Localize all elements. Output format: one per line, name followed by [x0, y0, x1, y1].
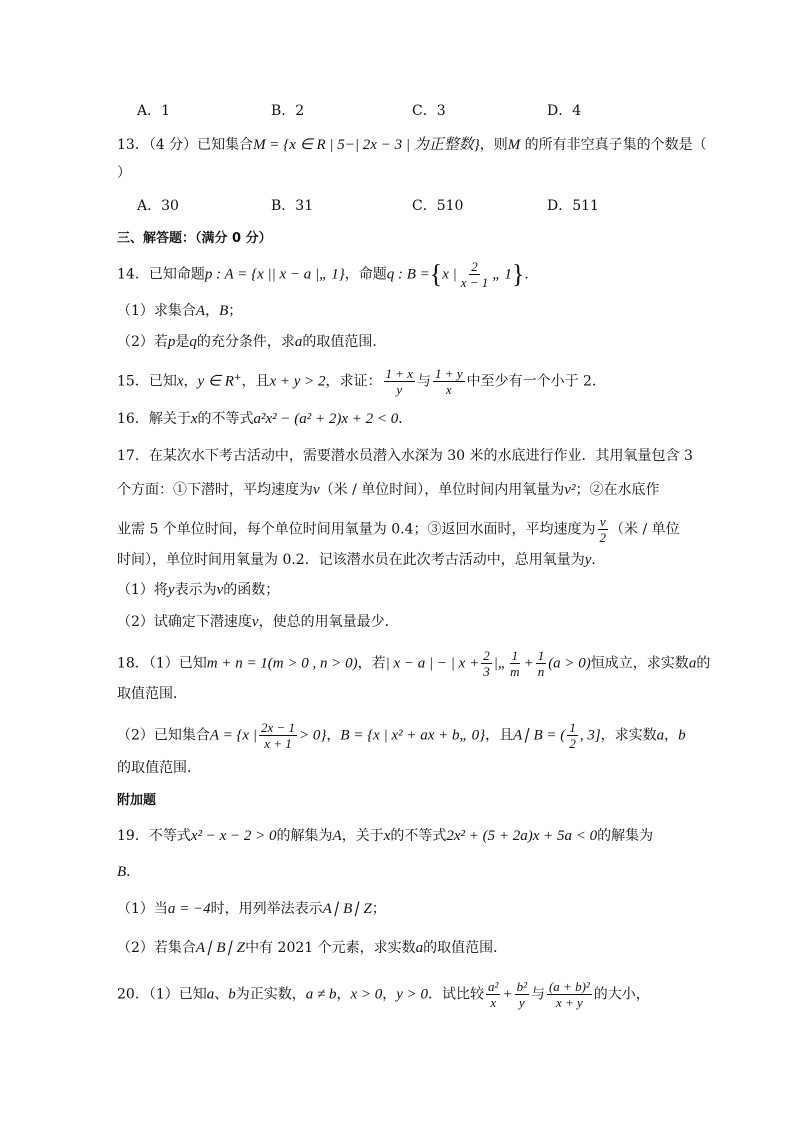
- q13-option-c: C．510: [412, 198, 464, 214]
- q18-part2: （2）已知集合A = {x | $\frac{2x - 1}{x + 1}$ > 0}，B = {x | x² + ax + b„ 0}，且A∣ B = ( $\frac{1}{2}$ , 3]，求实数a，b: [117, 720, 686, 751]
- fraction: $\frac{2}{x - 1}$: [460, 259, 489, 290]
- q17-line2: 个方面：①下潜时，平均速度为v（米 / 单位时间），单位时间内用氧量为v²；②在水底作: [117, 482, 660, 498]
- fraction: $\frac{1}{m}$: [510, 648, 520, 679]
- q13-option-b: B．31: [271, 198, 314, 214]
- fraction: $\frac{2x - 1}{x + 1}$: [260, 720, 296, 751]
- right-brace: }: [511, 259, 525, 289]
- q12-option-a: A．1: [137, 103, 171, 119]
- q19-part2: （2）若集合A∣ B∣ Z中有 2021 个元素，求实数a的取值范围．: [117, 940, 508, 956]
- q18-part2-wrap: 的取值范围．: [117, 760, 201, 776]
- q20-stem: 20．（1）已知a、b为正实数，a ≠ b，x > 0，y > 0．试比较 $\frac{\text{a²}}{x}$ + $\frac{\text{b²}}{y}$ 与 $\frac{\text{(a + b)²}}{x + y}$ 的大小，: [117, 979, 650, 1010]
- q16-stem: 16．解关于x的不等式a²x² − (a² + 2)x + 2 < 0．: [117, 411, 413, 427]
- fraction: $\frac{2}{3}$: [483, 648, 490, 679]
- q19-stem-wrap: B．: [117, 864, 141, 880]
- fraction: $\frac{1}{2}$: [569, 720, 576, 751]
- left-brace: {: [429, 259, 443, 289]
- extra-heading: 附加题: [117, 793, 157, 808]
- q17-line1: 17．在某次水下考古活动中，需要潜水员潜入水深为 30 米的水底进行作业．其用氧量包含 3: [117, 448, 693, 464]
- q17-part1: （1）将y表示为v的函数；: [117, 582, 280, 598]
- fraction: $\frac{1 + x}{y}$: [385, 366, 414, 397]
- q14-part1: （1）求集合A，B；: [117, 303, 243, 319]
- q17-line4: 时间），单位时间用氧量为 0.2．记该潜水员在此次考古活动中，总用氧量为y．: [117, 552, 606, 568]
- q18-part1: 18．（1）已知m + n = 1(m > 0 , n > 0)，若| x − a | − | x + $\frac{2}{3}$ |„ $\frac{1}{m}$ + $\frac{1}{n}$ (a > 0)恒成立，求实数a的: [117, 648, 711, 679]
- fraction: $\frac{\text{a²}}{x}$: [488, 979, 499, 1010]
- q13-option-a: A．30: [137, 198, 179, 214]
- q17-line3: 业需 5 个单位时间，每个单位时间用氧量为 0.4；③返回水面时，平均速度为 $\frac{v}{2}$ （米 / 单位: [117, 514, 680, 545]
- q13-stem-wrap: ）: [117, 165, 131, 181]
- fraction: $\frac{\text{b²}}{y}$: [516, 979, 527, 1010]
- fraction: $\frac{1}{n}$: [537, 648, 545, 679]
- q12-option-b: B．2: [271, 103, 305, 119]
- q13-stem: 13．（4 分）已知集合M = {x ∈ R | 5−| 2x − 3 | 为正整数}，则M 的所有非空真子集的个数是（: [117, 137, 707, 153]
- q14-part2: （2）若p是q的充分条件，求a的取值范围．: [117, 334, 387, 350]
- fraction: $\frac{v}{2}$: [599, 514, 607, 545]
- q12-option-c: C．3: [412, 103, 446, 119]
- q14-stem: 14．已知命题p : A = {x || x − a |„ 1}，命题q : B ={x | $\frac{2}{x - 1}$ „ 1}．: [117, 259, 539, 290]
- section-heading: 三、解答题：（满分 0 分）: [117, 231, 272, 246]
- q12-option-d: D．4: [547, 103, 582, 119]
- q19-part1: （1）当a = −4时，用列举法表示A∣ B∣ Z；: [117, 901, 386, 917]
- q18-part1-wrap: 取值范围．: [117, 686, 187, 702]
- q13-option-d: D．511: [547, 198, 599, 214]
- q15-stem: 15．已知x，y ∈ R+，且x + y > 2，求证： $\frac{1 + x}{y}$ 与 $\frac{1 + y}{x}$ 中至少有一个小于 2．: [117, 366, 606, 397]
- q19-stem: 19．不等式x² − x − 2 > 0的解集为A，关于x的不等式2x² + (5 + 2a)x + 5a < 0的解集为: [117, 828, 654, 844]
- fraction: $\frac{\text{(a + b)²}}{x + y}$: [548, 979, 590, 1010]
- q17-part2: （2）试确定下潜速度v，使总的用氧量最少．: [117, 614, 399, 630]
- fraction: $\frac{1 + y}{x}$: [435, 366, 463, 397]
